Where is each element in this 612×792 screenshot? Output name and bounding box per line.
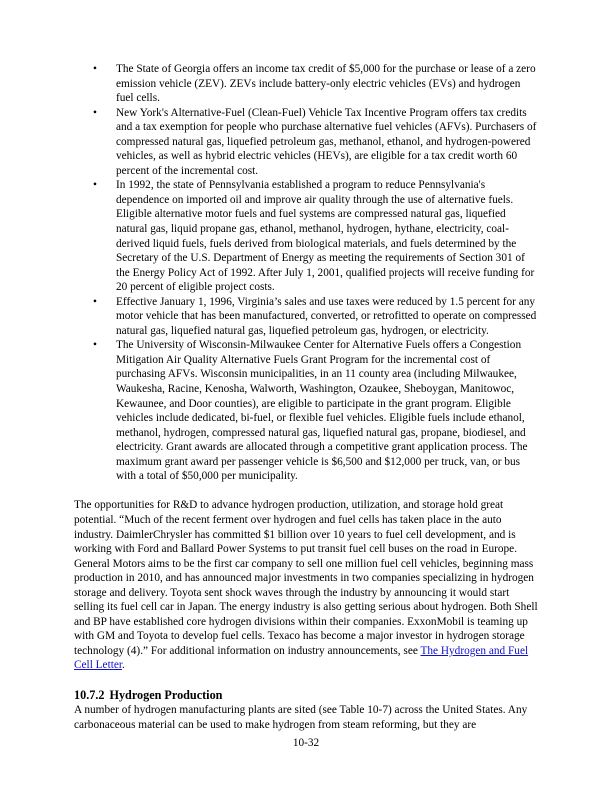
- bullet-icon: •: [93, 106, 97, 119]
- section-title: Hydrogen Production: [109, 687, 223, 702]
- section-heading: [74, 688, 538, 704]
- bullet-icon: •: [93, 295, 97, 308]
- paragraph-spacer: [74, 673, 538, 688]
- list-item: [74, 338, 538, 483]
- bullet-icon: •: [93, 339, 97, 352]
- list-item-text: Effective January 1, 1996, Virginia’s sales and use taxes were reduced by 1.5 percent for any motor vehicle that has been manufactured, converted, or retrofitted to operate on compressed natural gas, liquefied natural gas, liquefied petroleum gas, hydrogen, or electricity.: [116, 295, 537, 337]
- list-item-text: In 1992, the state of Pennsylvania established a program to reduce Pennsylvania's dependence on imported oil and improve air quality through the use of alternative fuels. Eligible alternative motor fuels and fuel systems are compressed natural gas, liquefied natural gas, liquid propane gas, ethanol, methanol, hydrogen, hythane, electricity, coal-derived liquid fuels, fuels derived from biological materials, and fuels determined by the Secretary of the U.S. Department of Energy as meeting the requirements of Section 301 of the Energy Policy Act of 1992. After July 1, 2001, qualified projects will receive funding for 20 percent of eligible project costs.: [116, 179, 535, 294]
- research-development-paragraph: [74, 498, 538, 673]
- paragraph-text-lead: The opportunities for R&D to advance hydrogen production, utilization, and storage hold great potential. “Much of the recent ferment over hydrogen and fuel cells has taken place in the auto industry. DaimlerChrysler has committed $1 billion over 10 years to fuel cell development, and is working with Ford and Ballard Power Systems to put transit fuel cell buses on the road in Europe. General Motors aims to be the first car company to sell one million fuel cell vehicles, beginning mass production in 2010, and has announced major investments in two companies specializing in hydrogen storage and delivery. Toyota sent shock waves through the industry by announcing it would start selling its fuel cell car in Japan. The energy industry is also getting serious about hydrogen. Both Shell and BP have established core hydrogen divisions within their companies. ExxonMobil is teaming up with GM and Toyota to develop fuel cells. Texaco has become a major investor in hydrogen storage technology (4).” For additional information on industry announcements, see: [74, 499, 538, 657]
- list-item: [74, 295, 538, 339]
- state-incentives-bullet-list: [74, 62, 538, 484]
- list-item: [74, 62, 538, 106]
- list-item: [74, 106, 538, 179]
- bullet-icon: •: [93, 179, 97, 192]
- list-item-text: New York's Alternative-Fuel (Clean-Fuel) Vehicle Tax Incentive Program offers tax credits and a tax exemption for people who purchase alternative fuel vehicles (AFVs). Purchasers of compressed natural gas, liquefied petroleum gas, methanol, ethanol, and hydrogen-powered vehicles, as well as hybrid electric vehicles (HEVs), are eligible for a tax credit worth 60 percent of the incremental cost.: [116, 106, 537, 177]
- hydrogen-fuel-cell-letter-link[interactable]: The Hydrogen and Fuel Cell Letter: [74, 644, 529, 672]
- paragraph-text-tail: .: [122, 659, 125, 672]
- section-number: 10.7.2: [74, 687, 105, 702]
- paragraph-spacer: [74, 484, 538, 499]
- hydrogen-production-paragraph: A number of hydrogen manufacturing plants are sited (see Table 10-7) across the United States. Any carbonaceous material can be used to make hydrogen from steam reforming, but they are: [74, 704, 528, 731]
- bullet-icon: •: [93, 63, 97, 75]
- list-item-text: The State of Georgia offers an income tax credit of $5,000 for the purchase or lease of a zero emission vehicle (ZEV). ZEVs include battery-only electric vehicles (EVs) and hydrogen fuel cells.: [116, 63, 536, 105]
- page-number: 10-32: [292, 737, 320, 749]
- list-item: [74, 178, 538, 294]
- list-item-text: The University of Wisconsin-Milwaukee Center for Alternative Fuels offers a Congestion Mitigation Air Quality Alternative Fuels Grant Program for the incremental cost of purchasing AFVs. Wisconsin municipalities, in an 11 county area (including Milwaukee, Waukesha, Racine, Kenosha, Walworth, Washington, Ozaukee, Sheboygan, Manitowoc, Kewaunee, and Door counties), are eligible to participate in the grant program. Eligible vehicles include dedicated, bi-fuel, or flexible fuel vehicles. Eligible fuels include ethanol, methanol, hydrogen, compressed natural gas, liquefied natural gas, propane, biodiesel, and electricity. Grant awards are allocated through a competitive grant application process. The maximum grant award per passenger vehicle is $6,500 and $12,000 per truck, van, or bus with a total of $50,000 per municipality.: [116, 339, 528, 483]
- page-content: [74, 62, 538, 732]
